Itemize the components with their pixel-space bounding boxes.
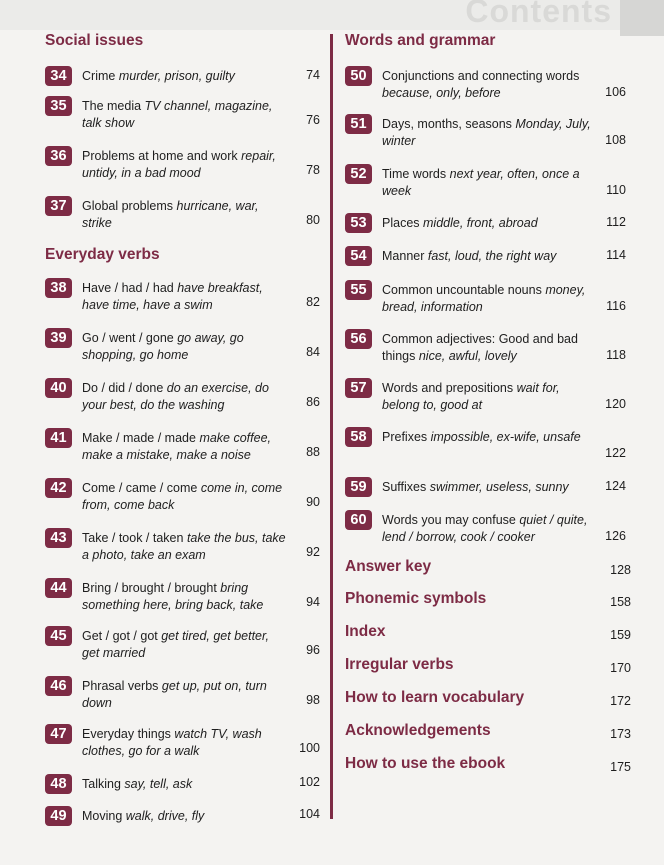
unit-page-number: 106 <box>605 85 626 99</box>
unit-title: Suffixes <box>382 480 427 494</box>
unit-text <box>82 530 287 563</box>
section-link[interactable] <box>345 689 631 708</box>
unit-number-badge: 55 <box>345 280 372 300</box>
unit-page-number: 84 <box>306 345 320 359</box>
unit-text <box>382 512 597 545</box>
unit-number-badge: 57 <box>345 378 372 398</box>
unit-text <box>82 678 287 711</box>
unit-number-badge: 42 <box>45 478 72 498</box>
unit-title: Manner <box>382 249 425 263</box>
unit-number-badge: 37 <box>45 196 72 216</box>
unit-number-badge: 51 <box>345 114 372 134</box>
section-page-number: 170 <box>610 661 631 675</box>
unit-number-badge: 49 <box>45 806 72 826</box>
section-title: Phonemic symbols <box>345 590 487 607</box>
unit-number-badge: 54 <box>345 246 372 266</box>
unit-keywords: money, bread, information <box>382 283 586 314</box>
section-page-number: 173 <box>610 727 631 741</box>
unit-text <box>382 380 597 413</box>
unit-number-badge: 59 <box>345 477 372 497</box>
unit-text <box>82 776 287 793</box>
unit-number-badge: 47 <box>45 724 72 744</box>
unit-text <box>82 148 287 181</box>
unit-text <box>82 430 287 463</box>
unit-text <box>82 198 287 231</box>
group-heading: Everyday verbs <box>45 246 160 263</box>
unit-text <box>382 429 597 446</box>
group-heading: Words and grammar <box>345 32 496 49</box>
unit-title: Crime <box>82 69 116 83</box>
section-title: Acknowledgements <box>345 722 491 739</box>
unit-text <box>382 166 597 199</box>
unit-page-number: 92 <box>306 545 320 559</box>
unit-title: Moving <box>82 809 123 823</box>
unit-text <box>382 479 597 496</box>
unit-title: Common adjectives: Good and bad things <box>382 332 578 363</box>
unit-page-number: 82 <box>306 295 320 309</box>
unit-page-number: 118 <box>606 348 626 362</box>
unit-keywords: make coffee, make a mistake, make a noise <box>82 431 272 462</box>
unit-title: The media <box>82 99 142 113</box>
unit-number-badge: 40 <box>45 378 72 398</box>
unit-text <box>82 480 287 513</box>
unit-keywords: swimmer, useless, sunny <box>429 480 569 494</box>
unit-page-number: 122 <box>605 446 626 460</box>
unit-keywords: hurricane, war, strike <box>82 199 259 230</box>
page-header <box>0 0 664 30</box>
unit-page-number: 104 <box>299 807 320 821</box>
unit-page-number: 126 <box>605 529 626 543</box>
unit-number-badge: 36 <box>45 146 72 166</box>
unit-number-badge: 48 <box>45 774 72 794</box>
unit-number-badge: 35 <box>45 96 72 116</box>
unit-title: Time words <box>382 167 447 181</box>
unit-number-badge: 52 <box>345 164 372 184</box>
unit-text <box>382 68 597 101</box>
section-title: Index <box>345 623 386 640</box>
unit-keywords: bring something here, bring back, take <box>82 581 264 612</box>
unit-page-number: 90 <box>306 495 320 509</box>
section-title: Irregular verbs <box>345 656 454 673</box>
unit-number-badge: 39 <box>45 328 72 348</box>
unit-keywords: TV channel, magazine, talk show <box>82 99 273 130</box>
section-page-number: 159 <box>610 628 631 642</box>
unit-number-badge: 58 <box>345 427 372 447</box>
unit-text <box>382 282 597 315</box>
unit-number-badge: 38 <box>45 278 72 298</box>
group-heading: Social issues <box>45 32 144 49</box>
unit-page-number: 76 <box>306 113 320 127</box>
unit-page-number: 112 <box>606 215 626 229</box>
unit-title: Prefixes <box>382 430 428 444</box>
unit-title: Words and prepositions <box>382 381 514 395</box>
unit-keywords: go away, go shopping, go home <box>82 331 244 362</box>
unit-text <box>82 628 287 661</box>
unit-page-number: 110 <box>606 183 626 197</box>
unit-number-badge: 60 <box>345 510 372 530</box>
unit-text <box>382 248 597 265</box>
unit-keywords: walk, drive, fly <box>125 809 205 823</box>
unit-page-number: 124 <box>605 479 626 493</box>
unit-page-number: 74 <box>306 68 320 82</box>
unit-text <box>82 380 287 413</box>
unit-keywords: do an exercise, do your best, do the washing <box>82 381 269 412</box>
unit-keywords: come in, come from, come back <box>82 481 283 512</box>
unit-title: Conjunctions and connecting words <box>382 69 580 83</box>
unit-page-number: 78 <box>306 163 320 177</box>
section-page-number: 175 <box>610 760 631 774</box>
unit-keywords: nice, awful, lovely <box>418 348 517 363</box>
unit-keywords: because, only, before <box>382 85 501 100</box>
unit-page-number: 100 <box>299 741 320 755</box>
unit-text <box>82 68 287 85</box>
header-tab <box>620 0 664 36</box>
unit-text <box>82 808 287 825</box>
unit-number-badge: 53 <box>345 213 372 233</box>
unit-keywords: middle, front, abroad <box>423 216 538 230</box>
unit-page-number: 96 <box>306 643 320 657</box>
unit-number-badge: 50 <box>345 66 372 86</box>
section-title: How to learn vocabulary <box>345 689 525 706</box>
unit-title: Take / took / taken <box>82 531 184 545</box>
unit-keywords: say, tell, ask <box>124 777 193 791</box>
unit-keywords: quiet / quite, lend / borrow, cook / cooker <box>382 513 588 544</box>
unit-page-number: 120 <box>605 397 626 411</box>
column-divider <box>330 34 333 819</box>
unit-number-badge: 46 <box>45 676 72 696</box>
unit-title: Bring / brought / brought <box>82 581 217 595</box>
unit-title: Places <box>382 216 420 230</box>
unit-number-badge: 41 <box>45 428 72 448</box>
unit-title: Do / did / done <box>82 381 164 395</box>
unit-text <box>82 330 287 363</box>
unit-keywords: get up, put on, turn down <box>82 679 267 710</box>
unit-keywords: wait for, belong to, good at <box>382 381 560 412</box>
unit-page-number: 102 <box>299 775 320 789</box>
unit-text <box>82 726 287 759</box>
unit-keywords: Monday, July, winter <box>382 117 591 148</box>
page-header-title: Contents <box>465 0 612 29</box>
section-link[interactable] <box>345 722 631 741</box>
unit-title: Days, months, seasons <box>382 117 512 131</box>
unit-text <box>82 98 287 131</box>
unit-text <box>82 580 287 613</box>
section-page-number: 128 <box>610 563 631 577</box>
unit-number-badge: 45 <box>45 626 72 646</box>
unit-title: Global problems <box>82 199 174 213</box>
unit-title: Common uncountable nouns <box>382 283 542 297</box>
unit-page-number: 86 <box>306 395 320 409</box>
section-title: How to use the ebook <box>345 755 506 772</box>
unit-number-badge: 34 <box>45 66 72 86</box>
unit-page-number: 116 <box>606 299 626 313</box>
unit-title: Make / made / made <box>82 431 196 445</box>
section-link[interactable] <box>345 623 631 642</box>
unit-keywords: impossible, ex-wife, unsafe <box>430 430 581 444</box>
unit-page-number: 108 <box>605 133 626 147</box>
unit-page-number: 114 <box>606 248 626 262</box>
unit-page-number: 80 <box>306 213 320 227</box>
unit-title: Have / had / had <box>82 281 174 295</box>
section-link[interactable] <box>345 755 631 774</box>
unit-text <box>382 215 597 232</box>
unit-keywords: repair, untidy, in a bad mood <box>82 149 276 180</box>
unit-number-badge: 44 <box>45 578 72 598</box>
unit-text <box>82 280 287 313</box>
section-page-number: 172 <box>610 694 631 708</box>
unit-number-badge: 43 <box>45 528 72 548</box>
unit-keywords: have breakfast, have time, have a swim <box>82 281 263 312</box>
unit-page-number: 98 <box>306 693 320 707</box>
unit-title: Go / went / gone <box>82 331 174 345</box>
unit-number-badge: 56 <box>345 329 372 349</box>
unit-text <box>382 116 597 149</box>
section-link[interactable] <box>345 590 631 609</box>
unit-keywords: get tired, get better, get married <box>82 629 269 660</box>
section-link[interactable] <box>345 656 631 675</box>
unit-title: Come / came / come <box>82 481 198 495</box>
unit-page-number: 88 <box>306 445 320 459</box>
section-page-number: 158 <box>610 595 631 609</box>
unit-keywords: watch TV, wash clothes, go for a walk <box>82 727 262 758</box>
unit-title: Words you may confuse <box>382 513 516 527</box>
unit-title: Everyday things <box>82 727 171 741</box>
unit-keywords: take the bus, take a photo, take an exam <box>82 531 286 562</box>
unit-keywords: next year, often, once a week <box>382 167 580 198</box>
section-link[interactable] <box>345 558 631 577</box>
unit-keywords: fast, loud, the right way <box>427 249 557 263</box>
section-title: Answer key <box>345 558 432 575</box>
unit-page-number: 94 <box>306 595 320 609</box>
unit-text <box>382 331 597 364</box>
unit-title: Talking <box>82 777 121 791</box>
unit-title: Phrasal verbs <box>82 679 159 693</box>
unit-keywords: murder, prison, guilty <box>118 69 235 83</box>
unit-title: Get / got / got <box>82 629 158 643</box>
unit-title: Problems at home and work <box>82 149 238 163</box>
